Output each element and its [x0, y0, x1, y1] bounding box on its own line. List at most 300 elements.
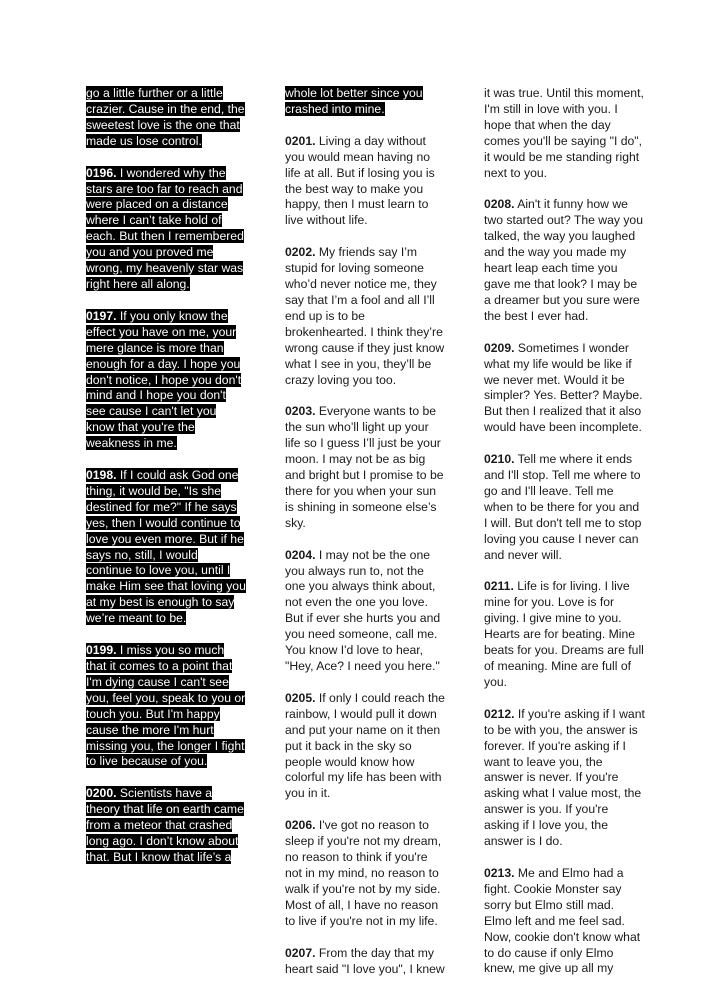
- text-line: [86, 484, 246, 500]
- line-text: when to be there for you and: [484, 499, 640, 514]
- text-line: [285, 548, 445, 564]
- line-text: love you even more. But if he: [86, 531, 244, 546]
- text-line: [484, 627, 644, 643]
- text-line: [86, 134, 246, 150]
- text-line: [285, 723, 445, 739]
- line-text: thing, it would be, "Is she: [86, 483, 222, 498]
- column-right: [484, 86, 644, 993]
- text-line: [285, 834, 445, 850]
- line-text: continue to love you, until I: [86, 563, 231, 578]
- text-line: [86, 420, 246, 436]
- text-line: [484, 914, 644, 930]
- text-line: [86, 436, 246, 452]
- line-text: touch you. But I'm happy: [86, 706, 220, 721]
- entry-number: 0197.: [86, 308, 117, 323]
- line-text: answer is never. If you're: [484, 770, 619, 785]
- line-text: would have been incomplete.: [484, 420, 642, 435]
- text-line: [285, 595, 445, 611]
- line-text: you and you proved me: [86, 245, 214, 260]
- line-text: there for you when your sun: [285, 483, 437, 498]
- line-text: fight. Cookie Monster say: [484, 881, 622, 896]
- text-line: [285, 404, 445, 420]
- entry-number: 0212.: [484, 706, 515, 721]
- text-line: [86, 102, 246, 118]
- text-line: [484, 707, 644, 723]
- entry-number: 0199.: [86, 643, 117, 658]
- text-line: [484, 802, 644, 818]
- text-line: [484, 277, 644, 293]
- text-line: [484, 930, 644, 946]
- line-text: the sun who’ll light up your: [285, 420, 429, 435]
- line-text: you need someone, call me.: [285, 627, 438, 642]
- text-line: [484, 150, 644, 166]
- text-line: [285, 373, 445, 389]
- text-line: [285, 245, 445, 261]
- line-text: asking if I love you, the: [484, 818, 608, 833]
- line-text: long ago. I don’t know about: [86, 834, 239, 849]
- text-line: [285, 500, 445, 516]
- line-text: whole lot better since you: [285, 86, 423, 100]
- entry-number: 0209.: [484, 340, 515, 355]
- line-text: a dreamer but you sure were: [484, 292, 640, 307]
- text-line: [484, 134, 644, 150]
- text-line: [285, 484, 445, 500]
- text-line: [285, 739, 445, 755]
- quote-entry: [484, 579, 644, 690]
- quote-entry: [285, 86, 445, 118]
- text-line: [285, 866, 445, 882]
- line-text: I will. But don't tell me to stop: [484, 515, 642, 530]
- line-text: mine for you. Love is for: [484, 595, 615, 610]
- text-line: [484, 548, 644, 564]
- quote-entry: [86, 166, 246, 293]
- text-line: [86, 309, 246, 325]
- line-text: Life is for living. I live: [513, 579, 630, 594]
- text-line: [285, 755, 445, 771]
- text-line: [484, 755, 644, 771]
- text-line: [484, 675, 644, 691]
- line-text: heart said "I love you", I knew: [285, 961, 445, 976]
- line-text: mere glance is more than: [86, 340, 224, 355]
- line-text: But then I realized that it also: [484, 404, 642, 419]
- text-line: [484, 946, 644, 962]
- text-line: [86, 197, 246, 213]
- line-text: say that I’m a fool and all I’ll: [285, 292, 435, 307]
- text-line: [86, 691, 246, 707]
- text-line: [285, 197, 445, 213]
- line-text: wrong cause if they just know: [285, 340, 445, 355]
- text-line: [86, 834, 246, 850]
- line-text: see cause I can't let you: [86, 404, 217, 419]
- line-text: comes you'll be saying "I do",: [484, 133, 642, 148]
- line-text: simpler? Yes. Better? Maybe.: [484, 388, 643, 403]
- text-line: [484, 86, 644, 102]
- text-line: [285, 166, 445, 182]
- line-text: enough for a day. I hope you: [86, 356, 241, 371]
- entry-number: 0211.: [484, 579, 514, 594]
- entry-number: 0208.: [484, 197, 515, 212]
- line-text: gave me that look? I may be: [484, 276, 638, 291]
- entry-number: 0202.: [285, 245, 316, 260]
- line-text: yes, then I would continue to: [86, 515, 241, 530]
- line-text: loving you cause I never can: [484, 531, 639, 546]
- text-line: [86, 611, 246, 627]
- line-text: know that you're the: [86, 420, 195, 435]
- line-text: forever. If you're asking if I: [484, 738, 626, 753]
- line-text: But if ever she hurts you and: [285, 611, 441, 626]
- line-text: crazier. Cause in the end, the: [86, 101, 245, 116]
- line-text: From the day that my: [315, 945, 435, 960]
- line-text: it was true. Until this moment,: [484, 86, 644, 100]
- line-text: I miss you so much: [116, 643, 225, 658]
- entry-number: 0207.: [285, 945, 316, 960]
- text-line: [285, 357, 445, 373]
- text-line: [285, 898, 445, 914]
- line-text: If I could ask God one: [116, 468, 239, 483]
- text-line: [285, 914, 445, 930]
- text-line: [86, 229, 246, 245]
- line-text: that. But I know that life’s a: [86, 849, 232, 864]
- line-text: and I'll stop. Tell me where to: [484, 468, 641, 483]
- line-text: you would mean having no: [285, 149, 430, 164]
- text-line: [86, 532, 246, 548]
- text-line: [86, 118, 246, 134]
- text-line: [484, 245, 644, 261]
- line-text: and bright but I promise to be: [285, 468, 444, 483]
- text-line: [484, 579, 644, 595]
- line-text: beats for you. Dreams are full: [484, 643, 644, 658]
- text-line: [484, 229, 644, 245]
- line-text: If you're asking if I want: [514, 706, 645, 721]
- quote-entry: [484, 197, 644, 324]
- text-line: [285, 182, 445, 198]
- text-line: [285, 420, 445, 436]
- quote-entry: [285, 245, 445, 388]
- entry-number: 0203.: [285, 404, 316, 419]
- quote-entry: [484, 866, 644, 977]
- text-line: [285, 86, 445, 102]
- line-text: happy, then I must learn to: [285, 197, 429, 212]
- quote-entry: [484, 452, 644, 563]
- text-line: [86, 500, 246, 516]
- line-text: theory that life on earth came: [86, 802, 244, 817]
- text-line: [86, 818, 246, 834]
- text-line: [285, 436, 445, 452]
- line-text: Scientists have a: [116, 786, 213, 801]
- line-text: end up is to be: [285, 308, 365, 323]
- text-line: [285, 579, 445, 595]
- text-line: [285, 325, 445, 341]
- text-line: [86, 643, 246, 659]
- text-line: [484, 818, 644, 834]
- line-text: each. But then I remembered: [86, 229, 244, 244]
- text-line: [285, 962, 445, 978]
- text-line: [86, 739, 246, 755]
- text-line: [484, 213, 644, 229]
- line-text: missing you, the longer I fight: [86, 738, 245, 753]
- text-line: [285, 309, 445, 325]
- line-text: we’re meant to be.: [86, 611, 187, 626]
- text-line: [285, 882, 445, 898]
- text-line: [285, 213, 445, 229]
- text-line: [484, 516, 644, 532]
- text-line: [484, 961, 644, 977]
- line-text: of meaning. Mine are full of: [484, 659, 632, 673]
- entry-number: 0198.: [86, 468, 117, 483]
- entry-number: 0204.: [285, 547, 316, 562]
- quote-entry: [86, 309, 246, 452]
- line-text: Tell me where it ends: [514, 452, 633, 467]
- line-text: go and I'll leave. Tell me: [484, 483, 614, 498]
- text-line: [285, 134, 445, 150]
- text-line: [484, 388, 644, 404]
- text-line: [86, 388, 246, 404]
- text-line: [484, 118, 644, 134]
- text-line: [484, 866, 644, 882]
- text-line: [484, 357, 644, 373]
- entry-number: 0201.: [285, 133, 316, 148]
- quote-entry: [86, 86, 246, 150]
- text-line: [285, 707, 445, 723]
- text-line: [86, 754, 246, 770]
- line-text: made us lose control.: [86, 133, 202, 148]
- text-line: [86, 723, 246, 739]
- text-line: [484, 166, 644, 182]
- line-text: answer is I do.: [484, 834, 563, 849]
- text-line: [285, 627, 445, 643]
- line-text: don't notice, I hope you don't: [86, 372, 242, 387]
- text-line: [285, 293, 445, 309]
- line-text: crazy loving you too.: [285, 372, 397, 387]
- text-line: [86, 468, 246, 484]
- text-line: [285, 516, 445, 532]
- text-line: [86, 563, 246, 579]
- text-line: [285, 659, 445, 675]
- line-text: people would know how: [285, 754, 415, 769]
- line-text: cause the more I'm hurt: [86, 722, 214, 737]
- text-line: [484, 659, 644, 675]
- line-text: talked, the way you laughed: [484, 229, 636, 244]
- text-line: [86, 166, 246, 182]
- line-text: destined for me?" If he says: [86, 499, 237, 514]
- text-line: [285, 452, 445, 468]
- text-line: [484, 404, 644, 420]
- line-text: make Him see that loving you: [86, 579, 246, 594]
- entry-number: 0205.: [285, 690, 316, 705]
- line-text: Hearts are for beating. Mine: [484, 627, 636, 642]
- quote-entry: [285, 134, 445, 229]
- text-line: [86, 595, 246, 611]
- text-line: [285, 150, 445, 166]
- quote-entry: [285, 691, 445, 802]
- line-text: it would be me standing right: [484, 149, 640, 164]
- text-line: [86, 404, 246, 420]
- line-text: rainbow, I would pull it down: [285, 706, 437, 721]
- line-text: right here all along.: [86, 276, 190, 291]
- text-line: [285, 850, 445, 866]
- text-line: [285, 691, 445, 707]
- line-text: go a little further or a little: [86, 86, 223, 100]
- text-line: [484, 197, 644, 213]
- text-line: [484, 770, 644, 786]
- line-text: and never will.: [484, 547, 562, 562]
- line-text: who’d never notice me, they: [285, 277, 437, 292]
- line-text: I wondered why the: [116, 165, 226, 180]
- line-text: want to leave you, the: [484, 754, 603, 769]
- line-text: You know I'd love to hear,: [285, 643, 424, 658]
- text-line: [285, 277, 445, 293]
- line-text: two started out? The way you: [484, 213, 643, 228]
- line-text: is shining in someone else’s: [285, 499, 437, 514]
- line-text: what I see in you, they’ll be: [285, 356, 432, 371]
- text-line: [484, 261, 644, 277]
- line-text: not even the one you love.: [285, 595, 428, 610]
- line-text: My friends say I’m: [315, 245, 418, 260]
- line-text: stars are too far to reach and: [86, 181, 243, 196]
- text-line: [285, 261, 445, 277]
- text-line: [86, 373, 246, 389]
- line-text: I've got no reason to: [315, 818, 429, 833]
- text-line: [285, 818, 445, 834]
- text-line: [86, 516, 246, 532]
- text-line: [484, 420, 644, 436]
- text-line: [285, 564, 445, 580]
- quote-entry: [86, 468, 246, 627]
- text-line: [285, 611, 445, 627]
- line-text: one you always think about,: [285, 579, 436, 594]
- line-text: and put your name on it then: [285, 722, 441, 737]
- quote-entry: [86, 643, 246, 770]
- line-text: moon. I may not be as big: [285, 452, 426, 467]
- line-text: life so I guess I’ll just be your: [285, 436, 441, 451]
- line-text: next to you.: [484, 165, 548, 180]
- line-text: put it back in the sky so: [285, 738, 412, 753]
- line-text: to live if you're not in my life.: [285, 913, 438, 928]
- line-text: weakness in me.: [86, 436, 177, 451]
- line-text: colorful my life has been with: [285, 770, 442, 785]
- text-line: [484, 293, 644, 309]
- line-text: live without life.: [285, 213, 368, 228]
- line-text: brokenhearted. I think they’re: [285, 324, 443, 339]
- line-text: from a meteor that crashed: [86, 818, 233, 833]
- text-line: [86, 707, 246, 723]
- line-text: sky.: [285, 515, 306, 530]
- text-line: [484, 595, 644, 611]
- text-line: [484, 102, 644, 118]
- line-text: Sometimes I wonder: [514, 340, 629, 355]
- text-line: [285, 786, 445, 802]
- quote-entry: [285, 946, 445, 978]
- text-line: [484, 882, 644, 898]
- text-line: [86, 659, 246, 675]
- column-middle: [285, 86, 445, 993]
- line-text: says no, still, I would: [86, 547, 198, 562]
- text-line: [86, 786, 246, 802]
- text-line: [86, 182, 246, 198]
- line-text: Now, cookie don't know what: [484, 929, 641, 944]
- line-text: knew, me give up all my: [484, 961, 614, 976]
- text-line: [86, 579, 246, 595]
- line-text: mind and I hope you don't: [86, 388, 226, 403]
- text-line: [86, 213, 246, 229]
- line-text: what my life would be like if: [484, 356, 632, 371]
- line-text: Me and Elmo had a: [514, 865, 624, 880]
- entry-number: 0213.: [484, 865, 515, 880]
- text-line: [86, 675, 246, 691]
- text-line: [484, 341, 644, 357]
- text-line: [484, 898, 644, 914]
- text-line: [86, 357, 246, 373]
- line-text: giving. I give mine to you.: [484, 611, 622, 626]
- text-line: [86, 277, 246, 293]
- line-text: "Hey, Ace? I need you here.": [285, 659, 440, 673]
- text-line: [86, 548, 246, 564]
- line-text: Living a day without: [315, 133, 426, 148]
- line-text: heart leap each time you: [484, 261, 618, 276]
- text-line: [484, 309, 644, 325]
- line-text: at my best is enough to say: [86, 595, 235, 610]
- line-text: I'm still in love with you. I: [484, 101, 618, 116]
- line-text: sleep if you're not my dream,: [285, 834, 442, 849]
- line-text: sorry but Elmo still mad.: [484, 897, 615, 912]
- line-text: hope that when the day: [484, 117, 611, 132]
- line-text: you, feel you, speak to you or: [86, 690, 246, 705]
- quote-entry: [285, 404, 445, 531]
- text-line: [285, 643, 445, 659]
- text-line: [285, 341, 445, 357]
- line-text: the best way to make you: [285, 181, 424, 196]
- text-line: [484, 484, 644, 500]
- text-line: [484, 532, 644, 548]
- text-line: [484, 786, 644, 802]
- text-line: [484, 643, 644, 659]
- line-text: crashed into mine.: [285, 101, 385, 116]
- line-text: If only I could reach the: [315, 690, 445, 705]
- line-text: were placed on a distance: [86, 197, 228, 212]
- text-line: [86, 86, 246, 102]
- line-text: to be with you, the answer is: [484, 722, 638, 737]
- line-text: asking what I value most, the: [484, 786, 642, 801]
- text-line: [484, 373, 644, 389]
- line-text: effect you have on me, your: [86, 324, 237, 339]
- quote-entry: [484, 707, 644, 850]
- line-text: If you only know the: [116, 308, 228, 323]
- text-line: [484, 834, 644, 850]
- text-line: [285, 468, 445, 484]
- line-text: and the way you made my: [484, 245, 627, 260]
- quote-entry: [285, 818, 445, 929]
- line-text: we never met. Would it be: [484, 372, 625, 387]
- line-text: to do cause if only Elmo: [484, 945, 614, 960]
- line-text: you in it.: [285, 786, 331, 801]
- text-line: [86, 802, 246, 818]
- line-text: wrong, my heavenly star was: [86, 261, 244, 276]
- line-text: I'm dying cause I can't see: [86, 674, 229, 689]
- entry-number: 0200.: [86, 786, 117, 801]
- text-line: [86, 325, 246, 341]
- line-text: you.: [484, 674, 508, 689]
- text-line: [86, 261, 246, 277]
- text-line: [484, 468, 644, 484]
- line-text: Ain't it funny how we: [514, 197, 628, 212]
- line-text: sweetest love is the one that: [86, 117, 240, 132]
- line-text: no reason to think if you're: [285, 850, 428, 865]
- line-text: stupid for loving someone: [285, 261, 424, 276]
- text-line: [484, 723, 644, 739]
- line-text: I may not be the one: [315, 547, 431, 562]
- line-text: that it comes to a point that: [86, 659, 233, 673]
- text-line: [86, 245, 246, 261]
